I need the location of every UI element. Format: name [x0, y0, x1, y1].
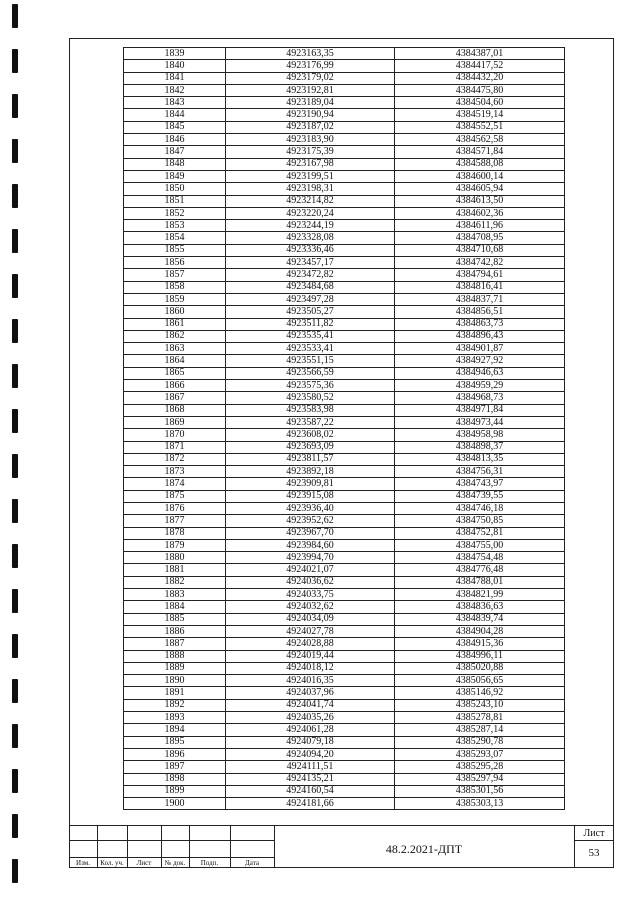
x-coordinate-cell: 4923587,22	[226, 416, 395, 428]
point-number-cell: 1855	[124, 244, 226, 256]
table-row	[124, 109, 565, 121]
y-coordinate-cell: 4384904,28	[395, 625, 565, 637]
table-row	[124, 195, 565, 207]
point-number-cell: 1862	[124, 330, 226, 342]
table-row	[124, 478, 565, 490]
y-coordinate-cell: 4384742,82	[395, 257, 565, 269]
point-number-cell: 1896	[124, 748, 226, 760]
table-row	[124, 552, 565, 564]
point-number-cell: 1842	[124, 84, 226, 96]
table-row	[124, 244, 565, 256]
point-number-cell: 1859	[124, 293, 226, 305]
y-coordinate-cell: 4384611,96	[395, 220, 565, 232]
point-number-cell: 1853	[124, 220, 226, 232]
y-coordinate-cell: 4384746,18	[395, 502, 565, 514]
table-row	[124, 404, 565, 416]
point-number-cell: 1846	[124, 134, 226, 146]
y-coordinate-cell: 4385293,07	[395, 748, 565, 760]
point-number-cell: 1884	[124, 601, 226, 613]
x-coordinate-cell: 4923183,90	[226, 134, 395, 146]
binding-mark	[12, 499, 18, 523]
y-coordinate-cell: 4384417,52	[395, 60, 565, 72]
x-coordinate-cell: 4924111,51	[226, 761, 395, 773]
point-number-cell: 1851	[124, 195, 226, 207]
table-row	[124, 330, 565, 342]
x-coordinate-cell: 4923190,94	[226, 109, 395, 121]
point-number-cell: 1873	[124, 466, 226, 478]
table-row	[124, 281, 565, 293]
binding-mark	[12, 4, 18, 28]
x-coordinate-cell: 4923909,81	[226, 478, 395, 490]
x-coordinate-cell: 4923220,24	[226, 207, 395, 219]
x-coordinate-cell: 4923915,08	[226, 490, 395, 502]
x-coordinate-cell: 4923199,51	[226, 170, 395, 182]
x-coordinate-cell: 4923167,98	[226, 158, 395, 170]
y-coordinate-cell: 4384475,80	[395, 84, 565, 96]
point-number-cell: 1883	[124, 589, 226, 601]
binding-mark	[12, 454, 18, 478]
binding-mark	[12, 724, 18, 748]
y-coordinate-cell: 4384959,29	[395, 380, 565, 392]
point-number-cell: 1891	[124, 687, 226, 699]
stamp-label-date: Дата	[245, 859, 259, 867]
y-coordinate-cell: 4384788,01	[395, 576, 565, 588]
x-coordinate-cell: 4924160,54	[226, 785, 395, 797]
binding-mark	[12, 409, 18, 433]
table-row	[124, 576, 565, 588]
table-row	[124, 748, 565, 760]
point-number-cell: 1847	[124, 146, 226, 158]
x-coordinate-cell: 4923566,59	[226, 367, 395, 379]
table-row	[124, 466, 565, 478]
table-row	[124, 380, 565, 392]
x-coordinate-cell: 4923994,70	[226, 552, 395, 564]
x-coordinate-cell: 4924028,88	[226, 638, 395, 650]
stamp-row-line	[574, 840, 614, 841]
y-coordinate-cell: 4384839,74	[395, 613, 565, 625]
y-coordinate-cell: 4385303,13	[395, 798, 565, 810]
binding-mark	[12, 139, 18, 163]
point-number-cell: 1894	[124, 724, 226, 736]
table-row	[124, 785, 565, 797]
point-number-cell: 1868	[124, 404, 226, 416]
y-coordinate-cell: 4384708,95	[395, 232, 565, 244]
x-coordinate-cell: 4923336,46	[226, 244, 395, 256]
point-number-cell: 1858	[124, 281, 226, 293]
table-row	[124, 601, 565, 613]
y-coordinate-cell: 4384756,31	[395, 466, 565, 478]
title-block	[69, 825, 614, 868]
table-row	[124, 170, 565, 182]
point-number-cell: 1870	[124, 429, 226, 441]
y-coordinate-cell: 4384755,00	[395, 539, 565, 551]
point-number-cell: 1890	[124, 675, 226, 687]
table-row	[124, 293, 565, 305]
x-coordinate-cell: 4923967,70	[226, 527, 395, 539]
point-number-cell: 1841	[124, 72, 226, 84]
table-row	[124, 232, 565, 244]
y-coordinate-cell: 4384863,73	[395, 318, 565, 330]
point-number-cell: 1885	[124, 613, 226, 625]
table-row	[124, 687, 565, 699]
x-coordinate-cell: 4924034,09	[226, 613, 395, 625]
coordinates-table	[123, 47, 565, 810]
point-number-cell: 1876	[124, 502, 226, 514]
point-number-cell: 1843	[124, 97, 226, 109]
x-coordinate-cell: 4924135,21	[226, 773, 395, 785]
y-coordinate-cell: 4384816,41	[395, 281, 565, 293]
table-row	[124, 269, 565, 281]
y-coordinate-cell: 4384946,63	[395, 367, 565, 379]
x-coordinate-cell: 4924061,28	[226, 724, 395, 736]
point-number-cell: 1844	[124, 109, 226, 121]
stamp-label-doc-no: № док.	[164, 859, 186, 867]
point-number-cell: 1900	[124, 798, 226, 810]
point-number-cell: 1840	[124, 60, 226, 72]
y-coordinate-cell: 4384896,43	[395, 330, 565, 342]
table-row	[124, 712, 565, 724]
x-coordinate-cell: 4923608,02	[226, 429, 395, 441]
y-coordinate-cell: 4384613,50	[395, 195, 565, 207]
x-coordinate-cell: 4923472,82	[226, 269, 395, 281]
x-coordinate-cell: 4923187,02	[226, 121, 395, 133]
table-row	[124, 429, 565, 441]
table-row	[124, 662, 565, 674]
x-coordinate-cell: 4923811,57	[226, 453, 395, 465]
table-row	[124, 121, 565, 133]
binding-mark	[12, 814, 18, 838]
x-coordinate-cell: 4924016,35	[226, 675, 395, 687]
x-coordinate-cell: 4923192,81	[226, 84, 395, 96]
binding-mark	[12, 319, 18, 343]
y-coordinate-cell: 4384562,58	[395, 134, 565, 146]
x-coordinate-cell: 4923163,35	[226, 48, 395, 60]
table-row	[124, 625, 565, 637]
point-number-cell: 1886	[124, 625, 226, 637]
x-coordinate-cell: 4923328,08	[226, 232, 395, 244]
x-coordinate-cell: 4923952,62	[226, 515, 395, 527]
y-coordinate-cell: 4384710,68	[395, 244, 565, 256]
point-number-cell: 1869	[124, 416, 226, 428]
y-coordinate-cell: 4384504,60	[395, 97, 565, 109]
x-coordinate-cell: 4924181,66	[226, 798, 395, 810]
x-coordinate-cell: 4924094,20	[226, 748, 395, 760]
y-coordinate-cell: 4384958,98	[395, 429, 565, 441]
table-row	[124, 416, 565, 428]
point-number-cell: 1854	[124, 232, 226, 244]
stamp-row-line	[69, 840, 274, 841]
table-row	[124, 502, 565, 514]
x-coordinate-cell: 4923244,19	[226, 220, 395, 232]
y-coordinate-cell: 4384571,84	[395, 146, 565, 158]
x-coordinate-cell: 4923693,09	[226, 441, 395, 453]
point-number-cell: 1874	[124, 478, 226, 490]
y-coordinate-cell: 4385146,92	[395, 687, 565, 699]
point-number-cell: 1881	[124, 564, 226, 576]
binding-mark	[12, 859, 18, 883]
point-number-cell: 1860	[124, 306, 226, 318]
x-coordinate-cell: 4923535,41	[226, 330, 395, 342]
x-coordinate-cell: 4924036,62	[226, 576, 395, 588]
x-coordinate-cell: 4924021,07	[226, 564, 395, 576]
point-number-cell: 1839	[124, 48, 226, 60]
table-row	[124, 134, 565, 146]
x-coordinate-cell: 4923176,99	[226, 60, 395, 72]
y-coordinate-cell: 4385278,81	[395, 712, 565, 724]
x-coordinate-cell: 4923189,04	[226, 97, 395, 109]
y-coordinate-cell: 4384605,94	[395, 183, 565, 195]
binding-mark	[12, 364, 18, 388]
point-number-cell: 1879	[124, 539, 226, 551]
table-row	[124, 736, 565, 748]
binding-mark	[12, 274, 18, 298]
point-number-cell: 1852	[124, 207, 226, 219]
point-number-cell: 1849	[124, 170, 226, 182]
table-row	[124, 798, 565, 810]
point-number-cell: 1880	[124, 552, 226, 564]
point-number-cell: 1895	[124, 736, 226, 748]
y-coordinate-cell: 4384754,48	[395, 552, 565, 564]
y-coordinate-cell: 4385020,88	[395, 662, 565, 674]
point-number-cell: 1856	[124, 257, 226, 269]
table-row	[124, 257, 565, 269]
y-coordinate-cell: 4384856,51	[395, 306, 565, 318]
y-coordinate-cell: 4384750,85	[395, 515, 565, 527]
x-coordinate-cell: 4923583,98	[226, 404, 395, 416]
x-coordinate-cell: 4923936,40	[226, 502, 395, 514]
x-coordinate-cell: 4923551,15	[226, 355, 395, 367]
y-coordinate-cell: 4385287,14	[395, 724, 565, 736]
table-row	[124, 613, 565, 625]
x-coordinate-cell: 4924018,12	[226, 662, 395, 674]
table-row	[124, 158, 565, 170]
table-row	[124, 318, 565, 330]
point-number-cell: 1878	[124, 527, 226, 539]
table-row	[124, 699, 565, 711]
table-row	[124, 589, 565, 601]
y-coordinate-cell: 4384602,36	[395, 207, 565, 219]
point-number-cell: 1892	[124, 699, 226, 711]
y-coordinate-cell: 4384739,55	[395, 490, 565, 502]
x-coordinate-cell: 4923984,60	[226, 539, 395, 551]
y-coordinate-cell: 4384915,36	[395, 638, 565, 650]
point-number-cell: 1845	[124, 121, 226, 133]
x-coordinate-cell: 4924033,75	[226, 589, 395, 601]
point-number-cell: 1850	[124, 183, 226, 195]
point-number-cell: 1867	[124, 392, 226, 404]
binding-mark	[12, 94, 18, 118]
point-number-cell: 1863	[124, 343, 226, 355]
table-row	[124, 392, 565, 404]
x-coordinate-cell: 4923457,17	[226, 257, 395, 269]
x-coordinate-cell: 4923497,28	[226, 293, 395, 305]
point-number-cell: 1857	[124, 269, 226, 281]
binding-mark	[12, 544, 18, 568]
point-number-cell: 1866	[124, 380, 226, 392]
x-coordinate-cell: 4923175,39	[226, 146, 395, 158]
table-row	[124, 724, 565, 736]
y-coordinate-cell: 4384927,92	[395, 355, 565, 367]
x-coordinate-cell: 4924041,74	[226, 699, 395, 711]
x-coordinate-cell: 4924079,18	[226, 736, 395, 748]
x-coordinate-cell: 4923533,41	[226, 343, 395, 355]
table-row	[124, 306, 565, 318]
stamp-label-signature: Подп.	[200, 859, 219, 867]
point-number-cell: 1848	[124, 158, 226, 170]
stamp-label-change: Изм.	[76, 859, 90, 867]
x-coordinate-cell: 4923484,68	[226, 281, 395, 293]
y-coordinate-cell: 4384794,61	[395, 269, 565, 281]
y-coordinate-cell: 4384813,35	[395, 453, 565, 465]
point-number-cell: 1872	[124, 453, 226, 465]
table-row	[124, 367, 565, 379]
x-coordinate-cell: 4924035,26	[226, 712, 395, 724]
y-coordinate-cell: 4384901,87	[395, 343, 565, 355]
y-coordinate-cell: 4384387,01	[395, 48, 565, 60]
y-coordinate-cell: 4384968,73	[395, 392, 565, 404]
binding-mark	[12, 184, 18, 208]
x-coordinate-cell: 4923892,18	[226, 466, 395, 478]
table-row	[124, 564, 565, 576]
x-coordinate-cell: 4923505,27	[226, 306, 395, 318]
x-coordinate-cell: 4924019,44	[226, 650, 395, 662]
sheet-label: Лист	[583, 828, 605, 839]
table-row	[124, 539, 565, 551]
x-coordinate-cell: 4924027,78	[226, 625, 395, 637]
y-coordinate-cell: 4384996,11	[395, 650, 565, 662]
table-row	[124, 183, 565, 195]
point-number-cell: 1893	[124, 712, 226, 724]
table-row	[124, 207, 565, 219]
table-row	[124, 84, 565, 96]
y-coordinate-cell: 4385297,94	[395, 773, 565, 785]
point-number-cell: 1882	[124, 576, 226, 588]
table-row	[124, 773, 565, 785]
table-row	[124, 761, 565, 773]
table-row	[124, 515, 565, 527]
x-coordinate-cell: 4924032,62	[226, 601, 395, 613]
table-row	[124, 638, 565, 650]
point-number-cell: 1887	[124, 638, 226, 650]
point-number-cell: 1865	[124, 367, 226, 379]
x-coordinate-cell: 4923580,52	[226, 392, 395, 404]
table-row	[124, 490, 565, 502]
binding-mark	[12, 634, 18, 658]
stamp-row-line	[69, 857, 274, 858]
y-coordinate-cell: 4384821,99	[395, 589, 565, 601]
point-number-cell: 1899	[124, 785, 226, 797]
y-coordinate-cell: 4384837,71	[395, 293, 565, 305]
binding-mark	[12, 679, 18, 703]
x-coordinate-cell: 4923179,02	[226, 72, 395, 84]
table-row	[124, 60, 565, 72]
y-coordinate-cell: 4384588,08	[395, 158, 565, 170]
y-coordinate-cell: 4384552,51	[395, 121, 565, 133]
point-number-cell: 1864	[124, 355, 226, 367]
point-number-cell: 1897	[124, 761, 226, 773]
document-code: 48.2.2021-ДПТ	[385, 842, 463, 856]
stamp-label-count: Кол. уч.	[100, 859, 124, 867]
point-number-cell: 1889	[124, 662, 226, 674]
y-coordinate-cell: 4385301,56	[395, 785, 565, 797]
table-row	[124, 527, 565, 539]
y-coordinate-cell: 4384519,14	[395, 109, 565, 121]
y-coordinate-cell: 4384752,81	[395, 527, 565, 539]
point-number-cell: 1888	[124, 650, 226, 662]
y-coordinate-cell: 4385243,10	[395, 699, 565, 711]
point-number-cell: 1898	[124, 773, 226, 785]
y-coordinate-cell: 4384836,63	[395, 601, 565, 613]
y-coordinate-cell: 4384600,14	[395, 170, 565, 182]
y-coordinate-cell: 4385290,78	[395, 736, 565, 748]
table-row	[124, 453, 565, 465]
point-number-cell: 1861	[124, 318, 226, 330]
table-row	[124, 97, 565, 109]
y-coordinate-cell: 4384432,20	[395, 72, 565, 84]
x-coordinate-cell: 4924037,96	[226, 687, 395, 699]
y-coordinate-cell: 4384971,84	[395, 404, 565, 416]
x-coordinate-cell: 4923214,82	[226, 195, 395, 207]
x-coordinate-cell: 4923575,36	[226, 380, 395, 392]
x-coordinate-cell: 4923198,31	[226, 183, 395, 195]
binding-mark	[12, 49, 18, 73]
table-row	[124, 343, 565, 355]
binding-mark	[12, 229, 18, 253]
stamp-label-sheet: Лист	[136, 859, 152, 867]
sheet-number: 53	[588, 847, 600, 859]
binding-mark	[12, 589, 18, 613]
binding-mark	[12, 769, 18, 793]
point-number-cell: 1875	[124, 490, 226, 502]
table-row	[124, 675, 565, 687]
y-coordinate-cell: 4385295,28	[395, 761, 565, 773]
y-coordinate-cell: 4384898,37	[395, 441, 565, 453]
table-row	[124, 72, 565, 84]
table-row	[124, 220, 565, 232]
y-coordinate-cell: 4384776,48	[395, 564, 565, 576]
y-coordinate-cell: 4384743,97	[395, 478, 565, 490]
x-coordinate-cell: 4923511,82	[226, 318, 395, 330]
y-coordinate-cell: 4384973,44	[395, 416, 565, 428]
point-number-cell: 1871	[124, 441, 226, 453]
point-number-cell: 1877	[124, 515, 226, 527]
table-row	[124, 441, 565, 453]
y-coordinate-cell: 4385056,65	[395, 675, 565, 687]
table-row	[124, 355, 565, 367]
table-row	[124, 48, 565, 60]
table-row	[124, 146, 565, 158]
table-row	[124, 650, 565, 662]
